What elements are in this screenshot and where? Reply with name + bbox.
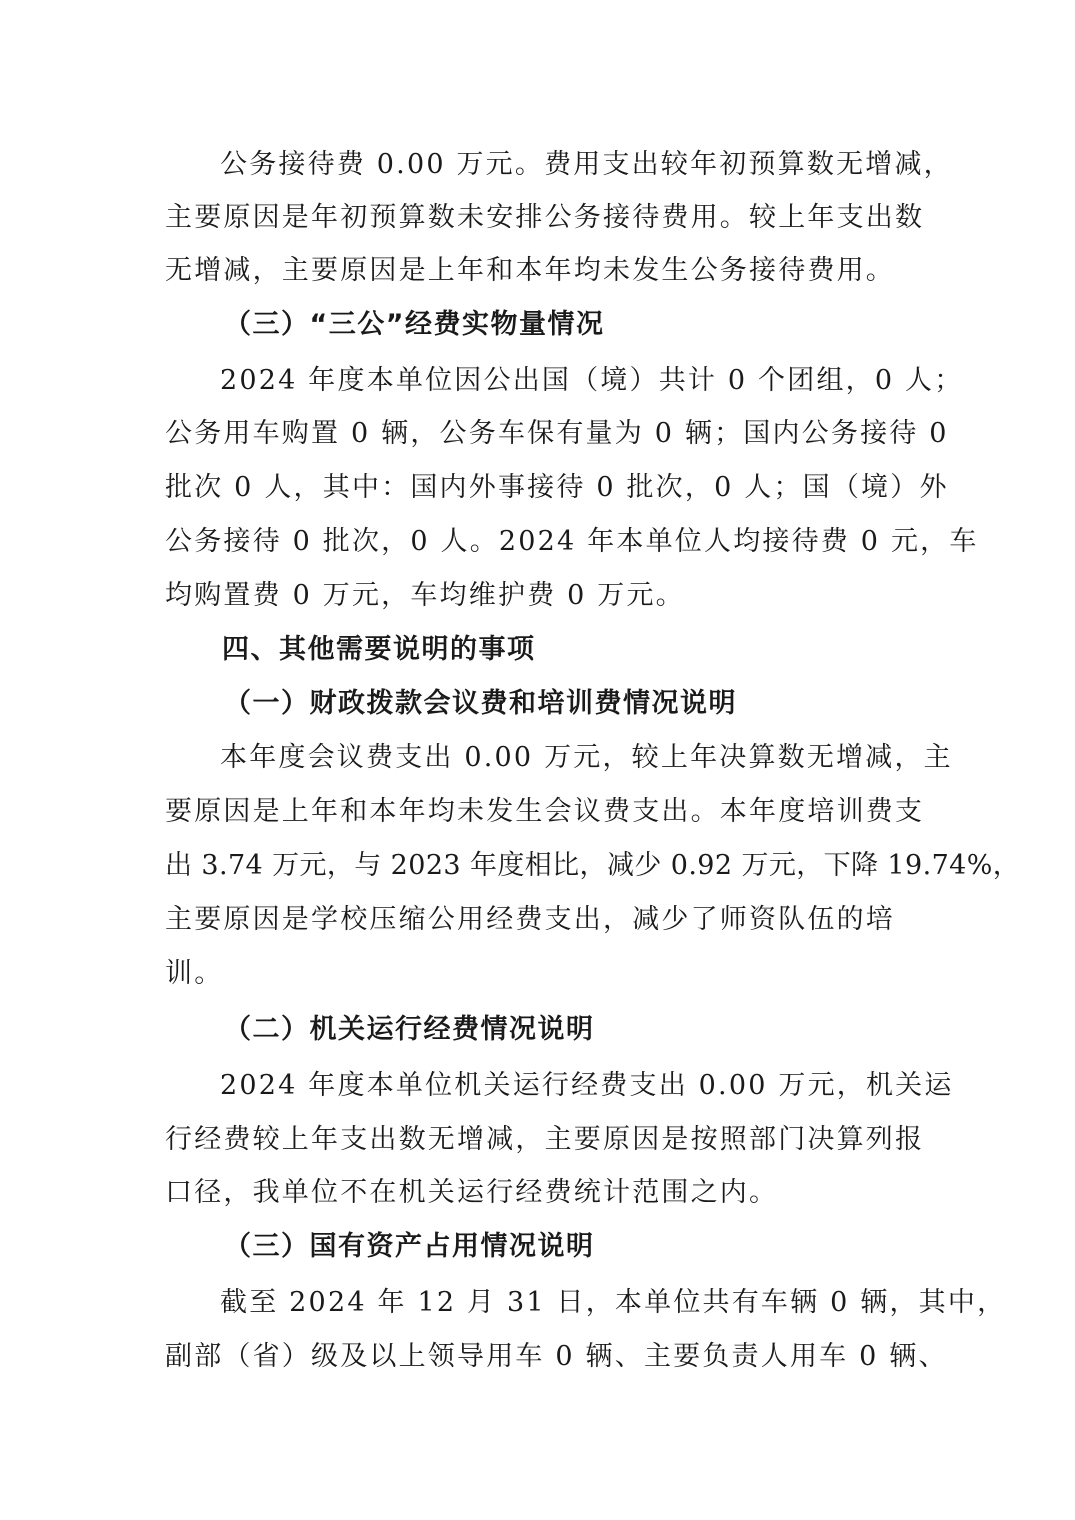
paragraph-line: 本年度会议费支出 0.00 万元，较上年决算数无增减，主 — [220, 742, 953, 773]
paragraph-line: 主要原因是年初预算数未安排公务接待费用。较上年支出数 — [165, 202, 925, 233]
paragraph-line: 行经费较上年支出数无增减，主要原因是按照部门决算列报 — [165, 1124, 925, 1155]
paragraph-line: 2024 年度本单位机关运行经费支出 0.00 万元，机关运 — [220, 1070, 954, 1101]
paragraph-line: 出 3.74 万元，与 2023 年度相比，减少 0.92 万元，下降 19.74%， — [165, 850, 1021, 881]
paragraph-line: 公务用车购置 0 辆，公务车保有量为 0 辆；国内公务接待 0 — [165, 418, 949, 449]
paragraph-line: 2024 年度本单位因公出国（境）共计 0 个团组，0 人； — [220, 365, 964, 396]
paragraph-line: 要原因是上年和本年均未发生会议费支出。本年度培训费支 — [165, 796, 925, 827]
paragraph-line: 均购置费 0 万元，车均维护费 0 万元。 — [165, 580, 685, 611]
paragraph-line: 副部（省）级及以上领导用车 0 辆、主要负责人用车 0 辆、 — [165, 1341, 948, 1372]
paragraph-line: 无增减，主要原因是上年和本年均未发生公务接待费用。 — [165, 255, 895, 286]
section-heading: （三）国有资产占用情况说明 — [224, 1231, 595, 1262]
paragraph-line: 截至 2024 年 12 月 31 日，本单位共有车辆 0 辆，其中， — [220, 1287, 1007, 1318]
section-heading: （三）“三公”经费实物量情况 — [224, 309, 605, 340]
paragraph-line: 公务接待费 0.00 万元。费用支出较年初预算数无增减， — [220, 149, 953, 180]
paragraph-line: 主要原因是学校压缩公用经费支出，减少了师资队伍的培 — [165, 904, 895, 935]
section-heading: （一）财政拨款会议费和培训费情况说明 — [224, 688, 737, 719]
paragraph-line: 训。 — [165, 958, 224, 989]
section-heading: （二）机关运行经费情况说明 — [224, 1014, 595, 1045]
paragraph-line: 公务接待 0 批次，0 人。2024 年本单位人均接待费 0 元，车 — [165, 526, 979, 557]
paragraph-line: 口径，我单位不在机关运行经费统计范围之内。 — [165, 1177, 779, 1208]
section-heading: 四、其他需要说明的事项 — [222, 634, 536, 665]
paragraph-line: 批次 0 人，其中：国内外事接待 0 批次，0 人；国（境）外 — [165, 472, 949, 503]
